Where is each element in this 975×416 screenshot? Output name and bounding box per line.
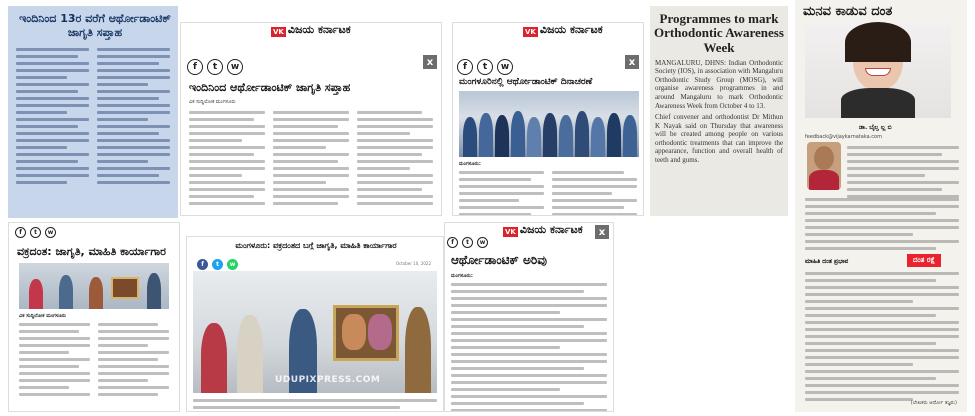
share-bar — [447, 237, 488, 248]
clip8-headline: ಆರ್ಥೋಡಾಂಟಿಕ್ ಅರಿವು — [451, 253, 548, 267]
clip5-headline: ಮನವ ಕಾಡುವ ದಂತ — [803, 4, 893, 19]
whatsapp-icon[interactable]: w — [477, 237, 488, 248]
clip5-email: feedback@vijaykarnataka.com — [805, 134, 882, 140]
whatsapp-icon[interactable]: w — [45, 227, 56, 238]
clip-column-manava-kaduva-danta — [795, 0, 967, 412]
vk-logo — [503, 223, 583, 237]
clip-vk-orthodontic-day — [452, 22, 644, 216]
clip1-body — [8, 44, 178, 188]
share-bar — [187, 59, 243, 75]
clip7-watermark: UDUPIXPRESS.COM — [275, 375, 381, 385]
clip5-body-bottom — [805, 268, 959, 405]
clip-vk-workshop — [8, 222, 180, 412]
clip5-body-mid — [805, 194, 959, 254]
clip5-author: ಡಾ. ಬೈಲ್ತ ಲ್ಲ ಬಿ — [859, 124, 892, 131]
vk-logo — [523, 23, 603, 37]
clip-dh-awareness-week — [650, 6, 788, 216]
facebook-icon[interactable]: f — [187, 59, 203, 75]
clip7-date: October 10, 2022 — [395, 261, 431, 266]
workshop-photo — [19, 263, 169, 309]
clip5-footer: (ಲೇಖಕರು ಆರ್ಥೋ ತಜ್ಞರು) — [910, 400, 957, 406]
twitter-icon[interactable]: t — [207, 59, 223, 75]
clip-scan-blue — [8, 6, 178, 218]
twitter-icon[interactable]: t — [462, 237, 473, 248]
clip-vk-awareness-week — [180, 22, 442, 216]
vk-logo-name: ವಿಜಯ ಕರ್ನಾಟಕ — [539, 23, 603, 36]
portrait-smile — [805, 22, 951, 118]
vk-badge: VK — [273, 28, 284, 36]
twitter-icon[interactable]: t — [212, 259, 223, 270]
whatsapp-icon[interactable]: w — [227, 259, 238, 270]
facebook-icon[interactable]: f — [197, 259, 208, 270]
felicitation-photo — [193, 271, 437, 393]
clip4-headline: Programmes to mark Orthodontic Awareness Week — [654, 11, 784, 55]
vk-logo-name: ವಿಜಯ ಕರ್ನಾಟಕ — [519, 223, 583, 236]
whatsapp-icon[interactable]: w — [497, 59, 513, 75]
clip6-byline: ವಿಕ ಸುದ್ದಿಲೋಕ ಮಂಗಳೂರು — [19, 313, 67, 319]
clip2-body — [189, 107, 433, 209]
vk-logo — [271, 23, 351, 37]
clip2-byline: ವಿಕ ಸುದ್ದಿಲೋಕ ಮಂಗಳೂರು — [189, 99, 236, 105]
clip5-subhead: ಮಾಹಿತಿ ದಂತ ಪ್ರಭಾವ — [805, 258, 849, 265]
share-bar — [197, 259, 238, 270]
clip3-body — [459, 167, 637, 216]
close-button[interactable]: x — [595, 225, 609, 239]
close-button[interactable]: x — [625, 55, 639, 69]
share-bar — [15, 227, 56, 238]
twitter-icon[interactable]: t — [30, 227, 41, 238]
vk-badge: VK — [525, 28, 536, 36]
clip6-body — [19, 319, 169, 400]
clip5-tag: ದಂತ ರಕ್ಷೆ — [907, 254, 941, 267]
clip4-body: MANGALURU, DHNS: Indian Orthodontic Society (IOS), in association with Mangaluru Orthodontic Study Group (MOSG), will organise awareness programmes in and around Mangaluru to mark Orthodontic Awareness Week from October 4 to 13. — [655, 58, 783, 110]
vk-logo-name: ವಿಜಯ ಕರ್ನಾಟಕ — [287, 23, 351, 36]
facebook-icon[interactable]: f — [457, 59, 473, 75]
facebook-icon[interactable]: f — [447, 237, 458, 248]
author-photo — [807, 142, 841, 190]
clip7-body — [193, 395, 437, 412]
clip8-byline: ಮಂಗಳೂರು: — [451, 273, 473, 279]
clip4-body-2: Chief convener and orthodontist Dr Mithun K Nayak said on Thursday that awareness will be created among people on various orthodontic treatments that can improve the appearance, function and overall health of teeth and gums. — [655, 113, 783, 164]
vk-badge: VK — [505, 228, 516, 236]
clip5-body-top — [847, 142, 959, 202]
clip8-body — [451, 279, 607, 412]
clip7-headline: ಮಂಗಳೂರು: ವಕ್ರದಂತದ ಬಗ್ಗೆ ಜಾಗೃತಿ, ಮಾಹಿತಿ ಕಾರ್ಯಾಗಾರ — [235, 241, 397, 250]
close-button[interactable]: x — [423, 55, 437, 69]
facebook-icon[interactable]: f — [15, 227, 26, 238]
twitter-icon[interactable]: t — [477, 59, 493, 75]
clip3-byline: ಮಂಗಳೂರು: — [459, 161, 481, 167]
whatsapp-icon[interactable]: w — [227, 59, 243, 75]
clip-web-article — [186, 236, 444, 412]
clip3-headline: ಮಂಗಳೂರಿನಲ್ಲಿ ಆರ್ಥೋಡಾಂಟಿಕ್ ದಿನಾಚರಣೆ — [459, 77, 593, 87]
clip6-headline: ವಕ್ರದಂತ: ಜಾಗೃತಿ, ಮಾಹಿತಿ ಕಾರ್ಯಾಗಾರ — [17, 245, 166, 258]
group-photo — [459, 91, 639, 157]
clip2-headline: ಇಂದಿನಿಂದ ಆರ್ಥೋಡಾಂಟಿಕ್ ಜಾಗೃತಿ ಸಪ್ತಾಹ — [189, 81, 351, 94]
clip1-headline: ಇಂದಿನಿಂದ 13ರ ವರೆಗೆ ಆರ್ಥೋಡಾಂಟಿಕ್ ಜಾಗೃತಿ ಸಪ್ತಾಹ — [19, 12, 171, 39]
clip-vk-orthodontic-awareness — [444, 222, 614, 412]
share-bar — [457, 59, 513, 75]
